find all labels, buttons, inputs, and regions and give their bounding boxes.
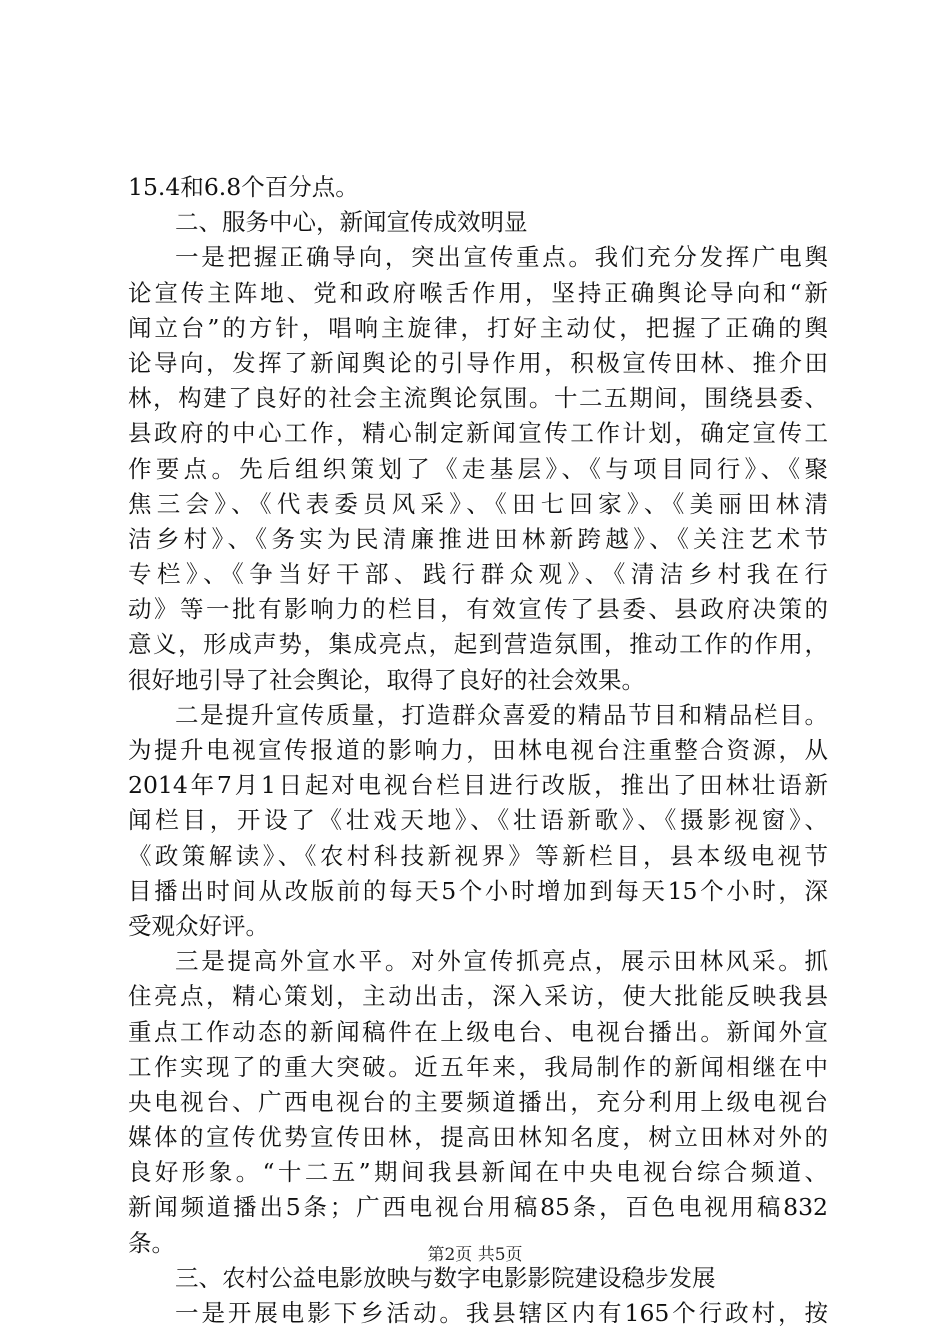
text-line: 工作实现了的重大突破。近五年来，我局制作的新闻相继在中 bbox=[128, 1052, 828, 1081]
text-line: 15.4和6.8个百分点。 bbox=[128, 173, 359, 201]
text-line: 目播出时间从改版前的每天5个小时增加到每天15个小时，深 bbox=[128, 876, 828, 905]
text-line: 洁乡村》、《务实为民清廉推进田林新跨越》、《关注艺术节 bbox=[128, 524, 828, 553]
text-line: 住亮点，精心策划，主动出击，深入采访，使大批能反映我县 bbox=[128, 982, 828, 1011]
text-line: 县政府的中心工作，精心制定新闻宣传工作计划，确定宣传工 bbox=[128, 419, 828, 448]
text-line: 论宣传主阵地、党和政府喉舌作用，坚持正确舆论导向和“新 bbox=[128, 278, 828, 307]
text-line: 为提升电视宣传报道的影响力，田林电视台注重整合资源，从 bbox=[128, 736, 828, 764]
text-line: 很好地引导了社会舆论，取得了良好的社会效果。 bbox=[128, 665, 645, 694]
text-line: 2014年7月1日起对电视台栏目进行改版，推出了田林壮语新 bbox=[128, 771, 828, 800]
text-line: 《政策解读》、《农村科技新视界》等新栏目，县本级电视节 bbox=[128, 841, 828, 870]
text-line: 闻栏目，开设了《壮戏天地》、《壮语新歌》、《摄影视窗》、 bbox=[128, 806, 828, 835]
text-line: 二是提升宣传质量，打造群众喜爱的精品节目和精品栏目。 bbox=[175, 700, 828, 729]
text-line: 闻立台”的方针，唱响主旋律，打好主动仗，把握了正确的舆 bbox=[128, 313, 828, 342]
text-line: 一是把握正确导向，突出宣传重点。我们充分发挥广电舆 bbox=[175, 243, 828, 272]
text-line: 央电视台、广西电视台的主要频道播出，充分利用上级电视台 bbox=[128, 1087, 828, 1116]
text-line: 三是提高外宣水平。对外宣传抓亮点，展示田林风采。抓 bbox=[175, 947, 828, 976]
text-line: 三、农村公益电影放映与数字电影影院建设稳步发展 bbox=[175, 1263, 716, 1292]
text-line: 动》等一批有影响力的栏目，有效宣传了县委、县政府决策的 bbox=[128, 595, 828, 624]
text-line: 媒体的宣传优势宣传田林，提高田林知名度，树立田林对外的 bbox=[128, 1123, 828, 1152]
document-body bbox=[128, 170, 828, 1331]
text-line: 作要点。先后组织策划了《走基层》、《与项目同行》、《聚 bbox=[128, 454, 828, 483]
text-line: 林，构建了良好的社会主流舆论氛围。十二五期间，围绕县委、 bbox=[128, 384, 828, 413]
text-line: 条。 bbox=[128, 1228, 175, 1257]
text-line: 二、服务中心，新闻宣传成效明显 bbox=[175, 208, 528, 237]
text-line: 意义，形成声势，集成亮点，起到营造氛围，推动工作的作用， bbox=[128, 630, 828, 659]
text-line: 重点工作动态的新闻稿件在上级电台、电视台播出。新闻外宣 bbox=[128, 1017, 828, 1046]
text-line: 专栏》、《争当好干部、践行群众观》、《清洁乡村我在行 bbox=[128, 560, 828, 589]
text-line: 新闻频道播出5条；广西电视台用稿85条，百色电视用稿832 bbox=[128, 1193, 828, 1222]
text-line: 焦三会》、《代表委员风采》、《田七回家》、《美丽田林清 bbox=[128, 489, 828, 518]
text-line: 论导向，发挥了新闻舆论的引导作用，积极宣传田林、推介田 bbox=[128, 348, 828, 377]
page-footer: 第2页 共5页 bbox=[427, 1245, 523, 1265]
text-line: 一是开展电影下乡活动。我县辖区内有165个行政村，按 bbox=[175, 1299, 828, 1327]
text-line: 良好形象。“十二五”期间我县新闻在中央电视台综合频道、 bbox=[128, 1158, 828, 1187]
text-line: 受观众好评。 bbox=[128, 911, 269, 940]
